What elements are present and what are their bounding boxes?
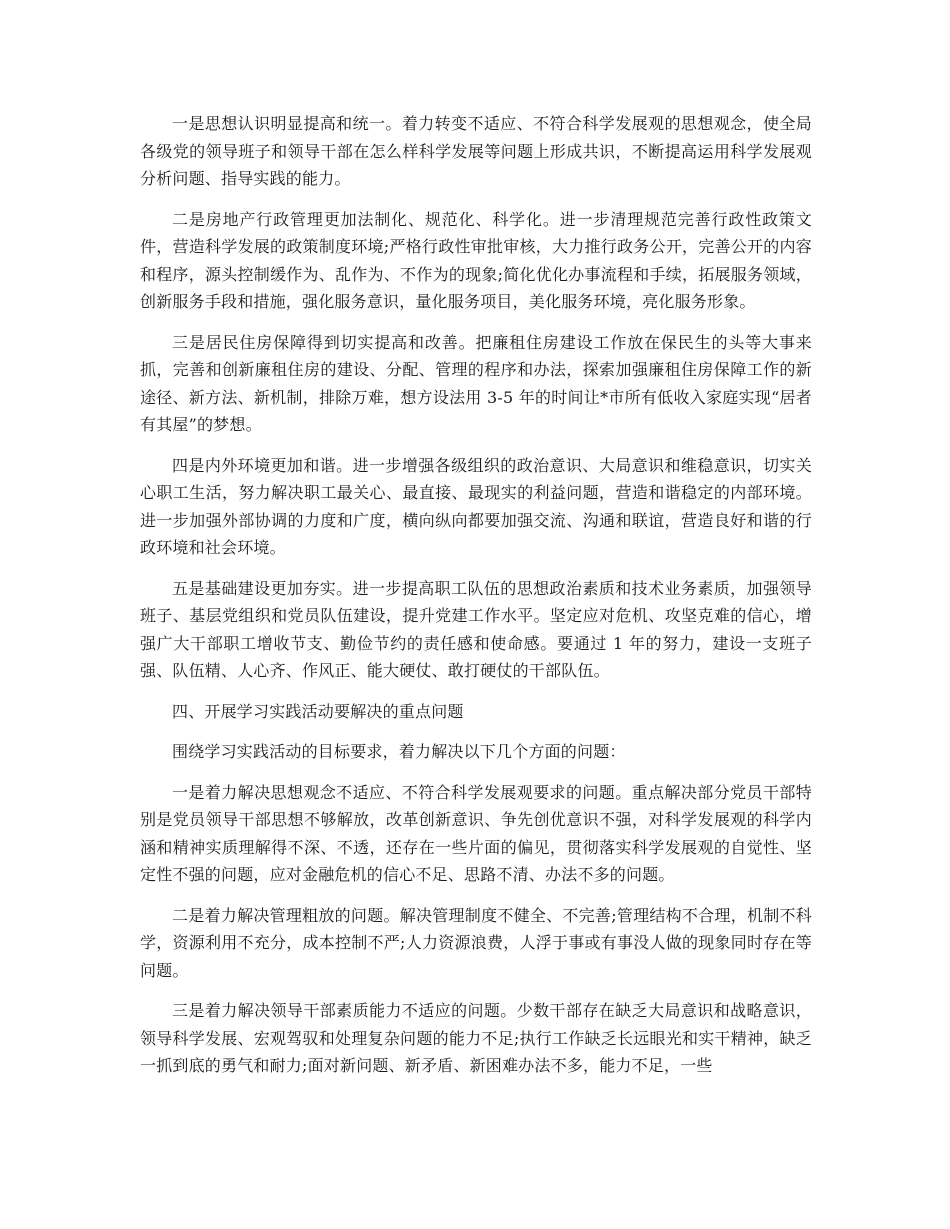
paragraph-foundation-building: 五是基础建设更加夯实。进一步提高职工队伍的思想政治素质和技术业务素质，加强领导班子、基层党组织和党员队伍建设，提升党建工作水平。坚定应对危机、攻坚克难的信心，增强广大干部职工增收节支、勤俭节约的责任感和使命感。要通过 1 年的努力，建设一支班子强、队伍精、人心齐、作风正、能大硬仗、敢打硬仗的干部队伍。 [140, 578, 812, 680]
document-body [140, 110, 812, 1093]
paragraph-thought-awareness: 一是思想认识明显提高和统一。着力转变不适应、不符合科学发展观的思想观念，使全局各级党的领导班子和领导干部在怎么样科学发展等问题上形成共识，不断提高运用科学发展观分析问题、指导实践的能力。 [140, 114, 812, 188]
section-heading-key-problems: 四、开展学习实践活动要解决的重点问题 [172, 701, 464, 721]
paragraph-goal-intro: 围绕学习实践活动的目标要求，着力解决以下几个方面的问题： [172, 742, 626, 761]
paragraph-mindset-problem: 一是着力解决思想观念不适应、不符合科学发展观要求的问题。重点解决部分党员干部特别是党员领导干部思想不够解放，改革创新意识、争先创优意识不强，对科学发展观的科学内涵和精神实质理解得不深、不透，还存在一些片面的偏见，贯彻落实科学发展观的自觉性、坚定性不强的问题，应对金融危机的信心不足、思路不清、办法不多的问题。 [140, 782, 812, 884]
paragraph-environment-harmony: 四是内外环境更加和谐。进一步增强各级组织的政治意识、大局意识和维稳意识，切实关心职工生活，努力解决职工最关心、最直接、最现实的利益问题，营造和谐稳定的内部环境。进一步加强外部协调的力度和广度，横向纵向都要加强交流、沟通和联谊，营造良好和谐的行政环境和社会环境。 [140, 455, 812, 557]
paragraph-management-problem: 二是着力解决管理粗放的问题。解决管理制度不健全、不完善;管理结构不合理，机制不科学，资源利用不充分，成本控制不严;人力资源浪费，人浮于事或有事没人做的现象同时存在等问题。 [140, 905, 812, 980]
paragraph-housing-security: 三是居民住房保障得到切实提高和改善。把廉租住房建设工作放在保民生的头等大事来抓，完善和创新廉租住房的建设、分配、管理的程序和办法，探索加强廉租住房保障工作的新途径、新方法、新机制，排除万难，想方设法用 3-5 年的时间让*市所有低收入家庭实现“居者有其屋”的梦想。 [140, 332, 812, 434]
paragraph-real-estate-admin: 二是房地产行政管理更加法制化、规范化、科学化。进一步清理规范完善行政性政策文件，营造科学发展的政策制度环境;严格行政性审批审核，大力推行政务公开，完善公开的内容和程序，源头控制缓作为、乱作为、不作为的现象;简化优化办事流程和手续，拓展服务领域，创新服务手段和措施，强化服务意识，量化服务项目，美化服务环境，亮化服务形象。 [140, 209, 812, 311]
paragraph-leadership-problem: 三是着力解决领导干部素质能力不适应的问题。少数干部存在缺乏大局意识和战略意识，领导科学发展、宏观驾驭和处理复杂问题的能力不足;执行工作缺乏长远眼光和实干精神，缺乏一抓到底的勇气和耐力;面对新问题、新矛盾、新困难办法不多，能力不足，一些 [140, 1001, 812, 1075]
